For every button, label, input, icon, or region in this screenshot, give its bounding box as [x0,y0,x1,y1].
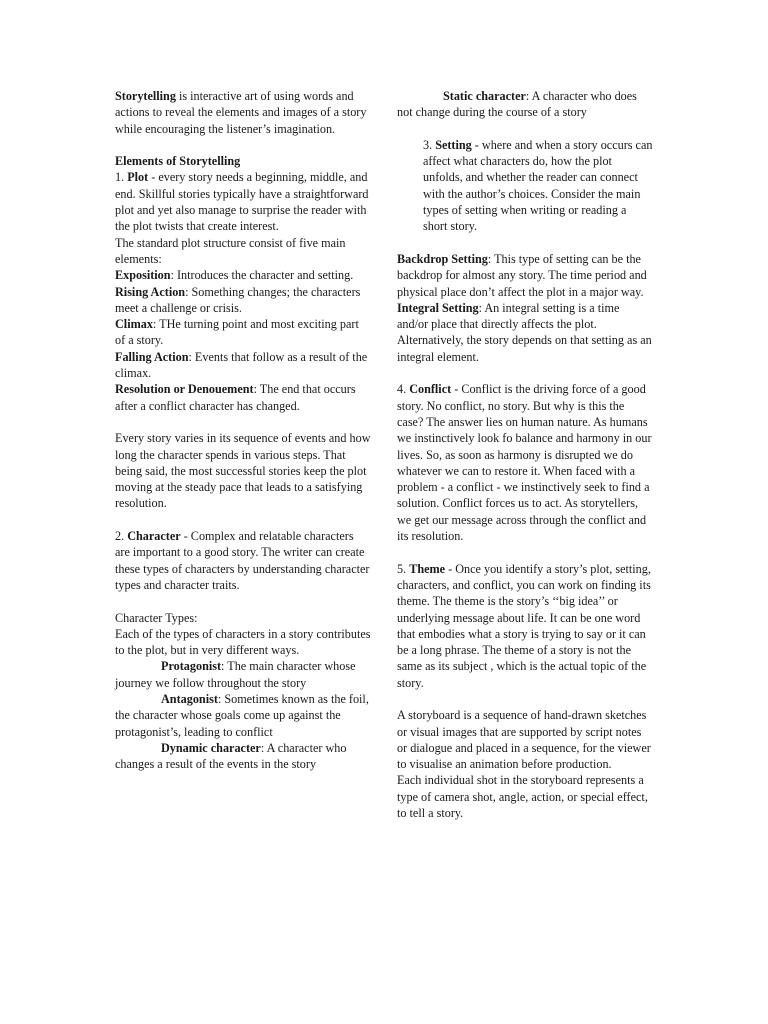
elements-heading: Elements of Storytelling [115,154,241,169]
setting-paragraph: 3. Setting - where and when a story occurs can affect what characters do, how the plot unfolds, and whether the reader can connect with the author’s choices. Consider the main types of setting when writing or reading a short story. [423,137,653,234]
character-types-heading: Character Types: [115,610,198,625]
backdrop-setting-item: Backdrop Setting: This type of setting can be the backdrop for almost any story. The time period and physical place don’t affect the plot in a major way. [397,251,647,299]
theme-paragraph: 5. Theme - Once you identify a story’s plot, setting, characters, and conflict, you can work on finding its theme. The theme is the story’s ‘‘big idea’’ or underlying message about life. It can be one word that embodies what a story is trying to say or it can be a long phrase. The theme of a story is not the same as its subject , which is the actual topic of the story. [397,561,651,690]
dynamic-character-item: Dynamic character: A character who changes a result of the events in the story [115,740,347,772]
falling-action-item: Falling Action: Events that follow as a result of the climax. [115,349,368,381]
antagonist-item: Antagonist: Sometimes known as the foil, the character whose goals come up against the protagonist’s, leading to conflict [115,691,369,739]
storyboard-paragraph: A storyboard is a sequence of hand-drawn sketches or visual images that are supported by script notes or dialogue and placed in a sequence, for the viewer to visualise an animation before production. [397,708,651,772]
protagonist-item: Protagonist: The main character whose journey we follow throughout the story [115,659,356,690]
sequence-paragraph: Every story varies in its sequence of events and how long the character spends in various steps. That being said, the most successful stories keep the plot moving at the steady pace that leads to a satisfying resolution. [115,431,371,511]
right-column [397,88,653,821]
left-column [115,88,371,772]
exposition-item: Exposition: Introduces the character and setting. [115,268,354,283]
resolution-item: Resolution or Denouement: The end that occurs after a conflict character has changed. [115,382,356,413]
climax-item: Climax: THe turning point and most exciting part of a story. [115,317,359,348]
storytelling-term: Storytelling [115,89,176,103]
plot-paragraph: 1. Plot - every story needs a beginning, middle, and end. Skillful stories typically have a straightforward plot and yet also manage to surprise the reader with the plot twists that create interest. [115,170,369,234]
storyboard-shot-paragraph: Each individual shot in the storyboard represents a type of camera shot, angle, action, or special effect, to tell a story. [397,773,648,821]
integral-setting-item: Integral Setting: An integral setting is a time and/or place that directly affects the plot. Alternatively, the story depends on that setting as an integral element. [397,300,652,364]
character-paragraph: 2. Character - Complex and relatable characters are important to a good story. The writer can create these types of characters by understanding character types and character traits. [115,529,370,592]
conflict-paragraph: 4. Conflict - Conflict is the driving force of a good story. No conflict, no story. But why is this the case? The answer lies on human nature. As humans we instinctively look fo balance and harmony in our lives. So, as soon as harmony is disrupted we do whatever we can to restore it. When faced with a problem - a conflict - we instinctively seek to find a solution. Conflict forces us to act. As storytellers, we get our message across through the conflict and its resolution. [397,382,652,544]
character-types-text: Each of the types of characters in a story contributes to the plot, but in very different ways. [115,626,371,658]
plot-structure-text: The standard plot structure consist of five main elements: [115,235,346,266]
intro-paragraph: Storytelling is interactive art of using words and actions to reveal the elements and images of a story while encouraging the listener’s imagination. [115,89,367,136]
rising-action-item: Rising Action: Something changes; the characters meet a challenge or crisis. [115,284,361,315]
static-character-item: Static character: A character who does not change during the course of a story [397,89,637,120]
